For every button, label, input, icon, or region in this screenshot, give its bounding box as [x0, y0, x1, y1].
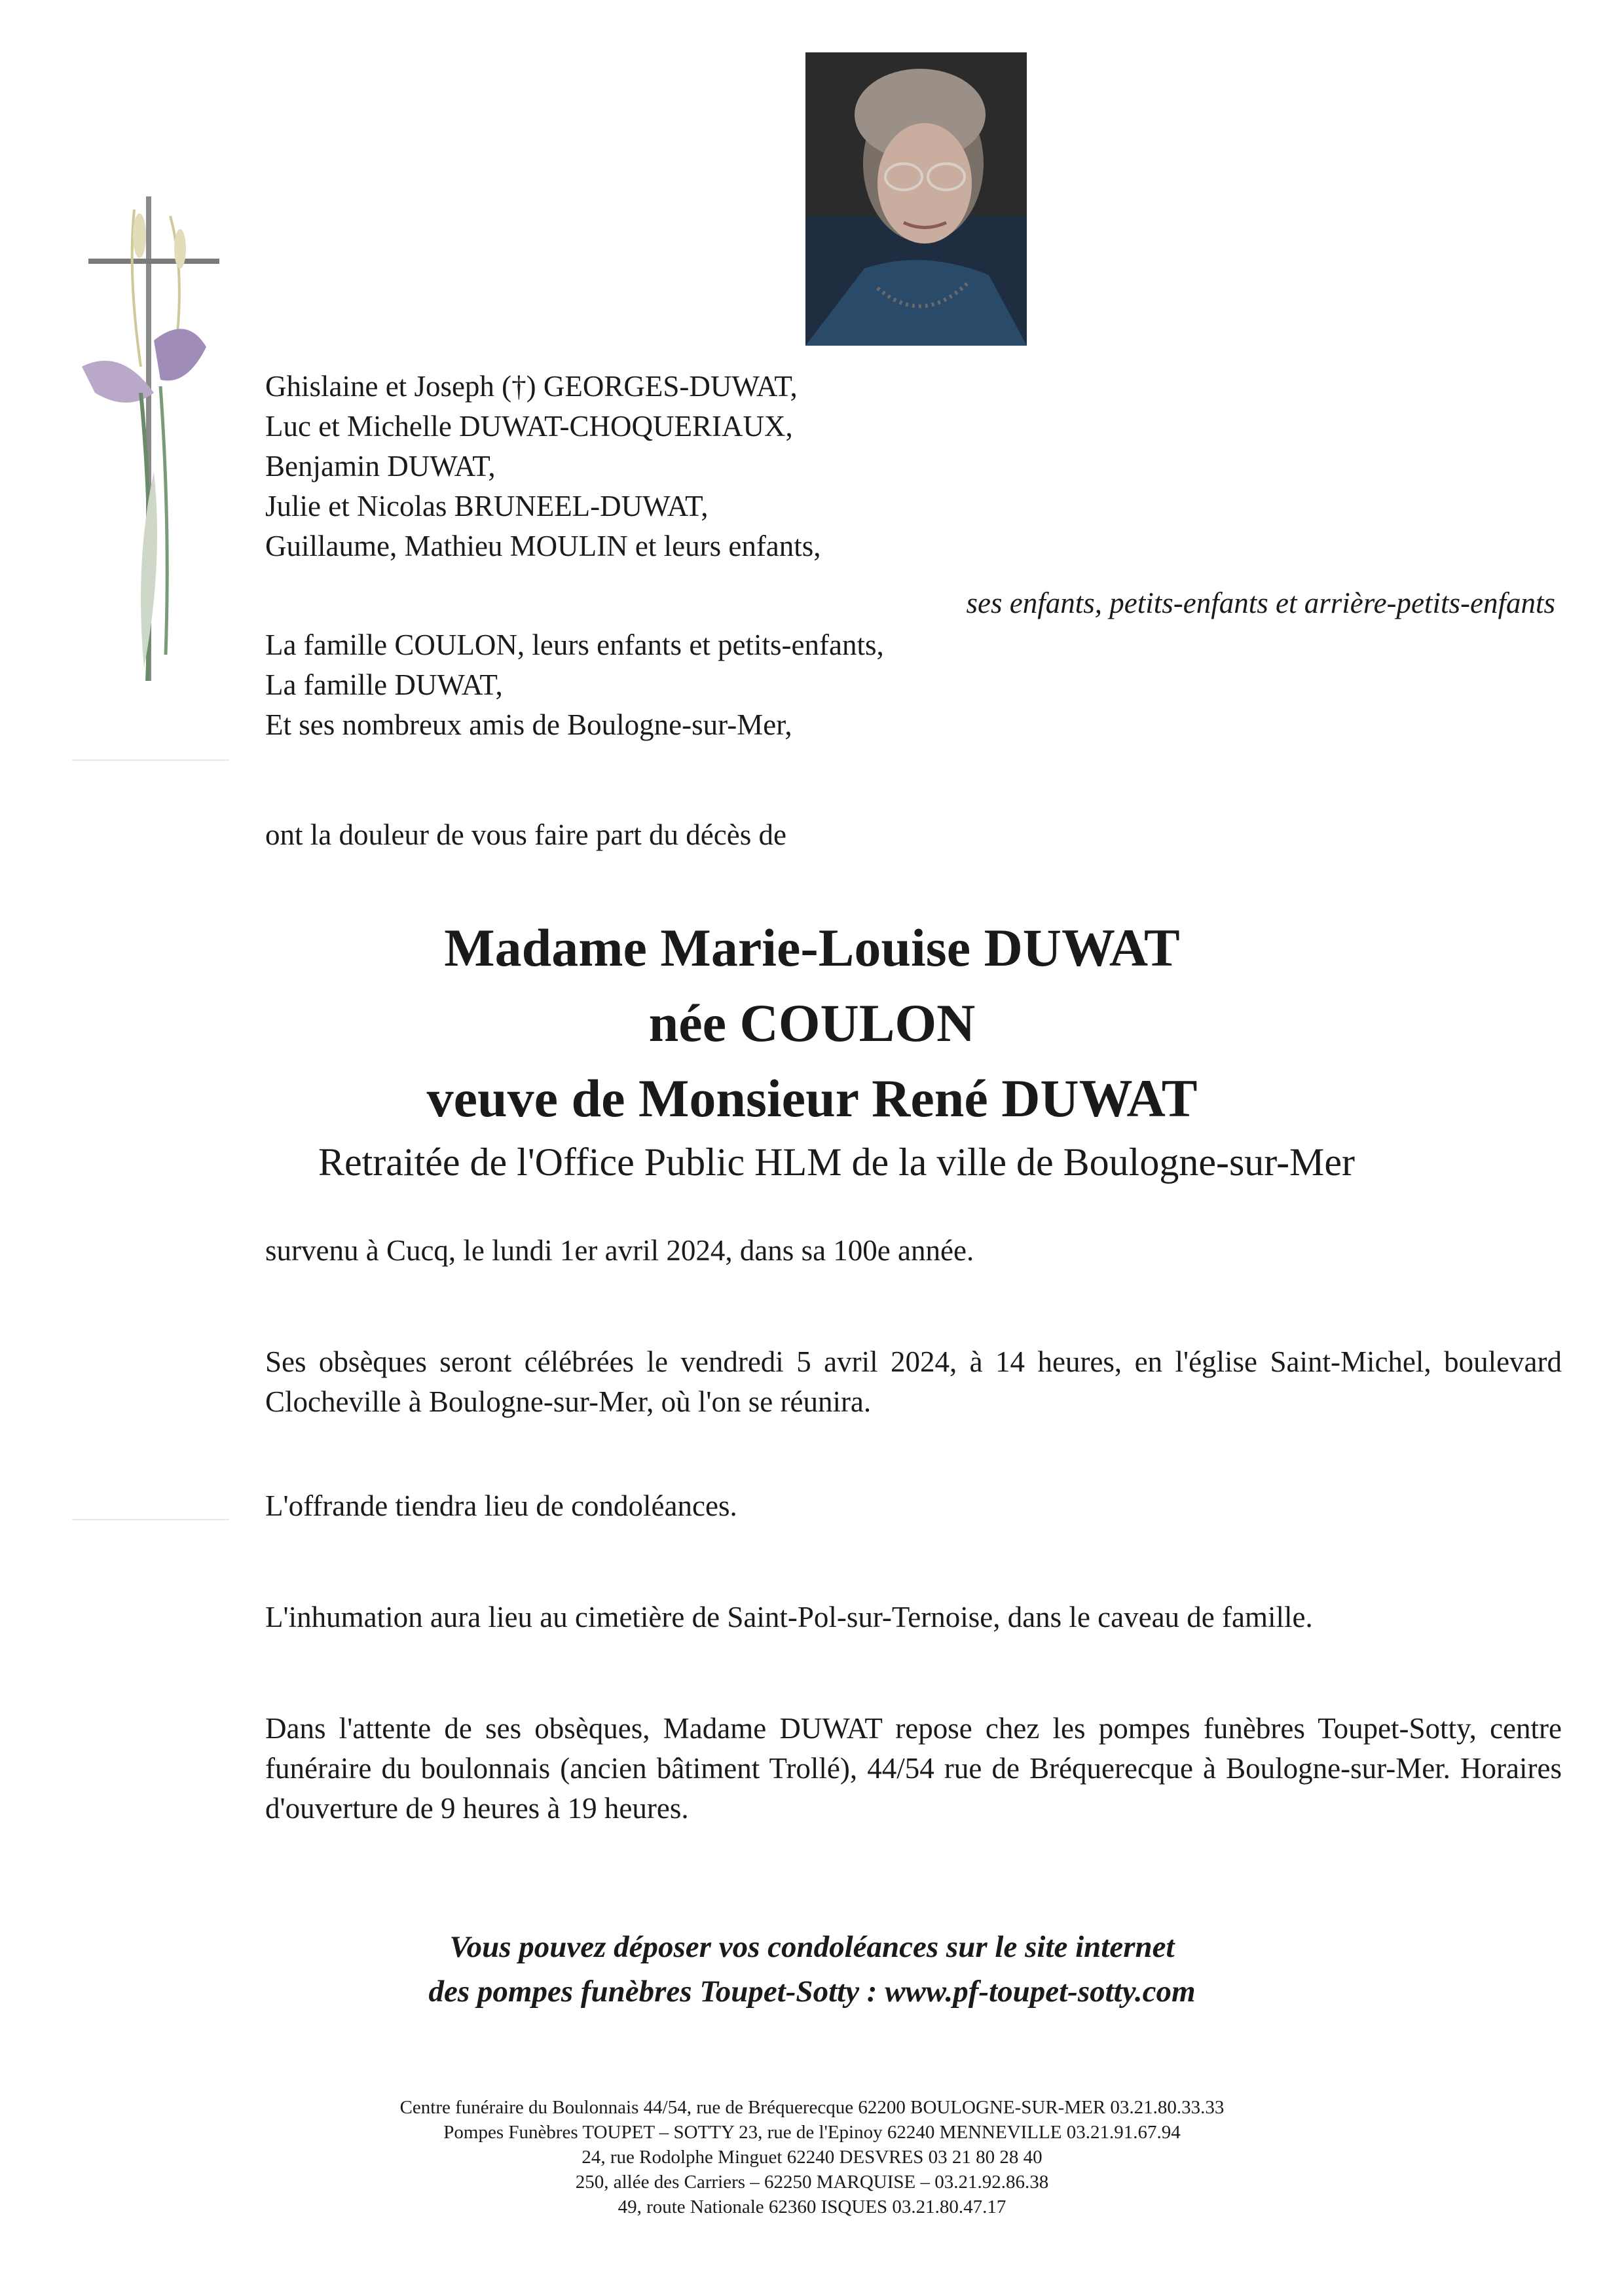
family-line: Julie et Nicolas BRUNEEL-DUWAT, [265, 490, 709, 522]
footer-line: Pompes Funèbres TOUPET – SOTTY 23, rue de l'Epinoy 62240 MENNEVILLE 03.21.91.67.94 [443, 2122, 1181, 2143]
footer-line: Centre funéraire du Boulonnais 44/54, rue de Bréquerecque 62200 BOULOGNE-SUR-MER 03.21.80.33.33 [399, 2097, 1225, 2118]
offering-note: L'offrande tiendra lieu de condoléances. [265, 1489, 737, 1522]
decorative-divider [72, 759, 229, 761]
family-line: Et ses nombreux amis de Boulogne-sur-Mer, [265, 708, 792, 741]
family-line: Guillaume, Mathieu MOULIN et leurs enfants, [265, 530, 821, 562]
family-line: La famille COULON, leurs enfants et petits-enfants, [265, 629, 884, 661]
deceased-name: Madame Marie-Louise DUWAT [444, 918, 1180, 977]
portrait-photo [805, 52, 1027, 346]
announcement: ont la douleur de vous faire part du décès de [265, 818, 786, 851]
family-line: La famille DUWAT, [265, 668, 503, 701]
rest-details: Dans l'attente de ses obsèques, Madame DUWAT repose chez les pompes funèbres Toupet-Sotty, centre funéraire du boulonnais (ancien bâtiment Trollé), 44/54 rue de Bréquerecque à Boulogne-sur-Mer. Horaires d'ouverture de 9 heures à 19 heures. [265, 1712, 1562, 1825]
decorative-divider [72, 1519, 229, 1520]
burial-details: L'inhumation aura lieu au cimetière de Saint-Pol-sur-Ternoise, dans le caveau de famille. [265, 1601, 1313, 1633]
funeral-details: Ses obsèques seront célébrées le vendredi 5 avril 2024, à 14 heures, en l'église Saint-Michel, boulevard Clocheville à Boulogne-sur-Mer, où l'on se réunira. [265, 1345, 1562, 1418]
footer-line: 250, allée des Carriers – 62250 MARQUISE – 03.21.92.86.38 [575, 2172, 1049, 2193]
funeral-home-footer [0, 2095, 1624, 2219]
death-notice: survenu à Cucq, le lundi 1er avril 2024, dans sa 100e année. [265, 1234, 974, 1267]
deceased-widow-of: veuve de Monsieur René DUWAT [426, 1068, 1198, 1128]
family-list [265, 367, 821, 566]
family-line: Benjamin DUWAT, [265, 450, 496, 483]
family-list-secondary [265, 625, 884, 745]
deceased-maiden-name: née COULON [648, 993, 976, 1053]
footer-line: 24, rue Rodolphe Minguet 62240 DESVRES 03 21 80 28 40 [581, 2147, 1043, 2168]
family-line: Luc et Michelle DUWAT-CHOQUERIAUX, [265, 410, 793, 443]
condolences-notice [0, 1925, 1624, 2014]
cross-lily-decoration [56, 196, 246, 694]
family-line: Ghislaine et Joseph (†) GEORGES-DUWAT, [265, 370, 798, 403]
footer-line: 49, route Nationale 62360 ISQUES 03.21.80.47.17 [618, 2196, 1006, 2217]
family-note: ses enfants, petits-enfants et arrière-petits-enfants [966, 587, 1555, 619]
condolences-line: Vous pouvez déposer vos condoléances sur le site internet [449, 1930, 1175, 1964]
deceased-block [0, 910, 1624, 1188]
deceased-occupation: Retraitée de l'Office Public HLM de la ville de Boulogne-sur-Mer [318, 1140, 1356, 1184]
condolences-line: des pompes funèbres Toupet-Sotty : www.pf-toupet-sotty.com [428, 1975, 1196, 2009]
